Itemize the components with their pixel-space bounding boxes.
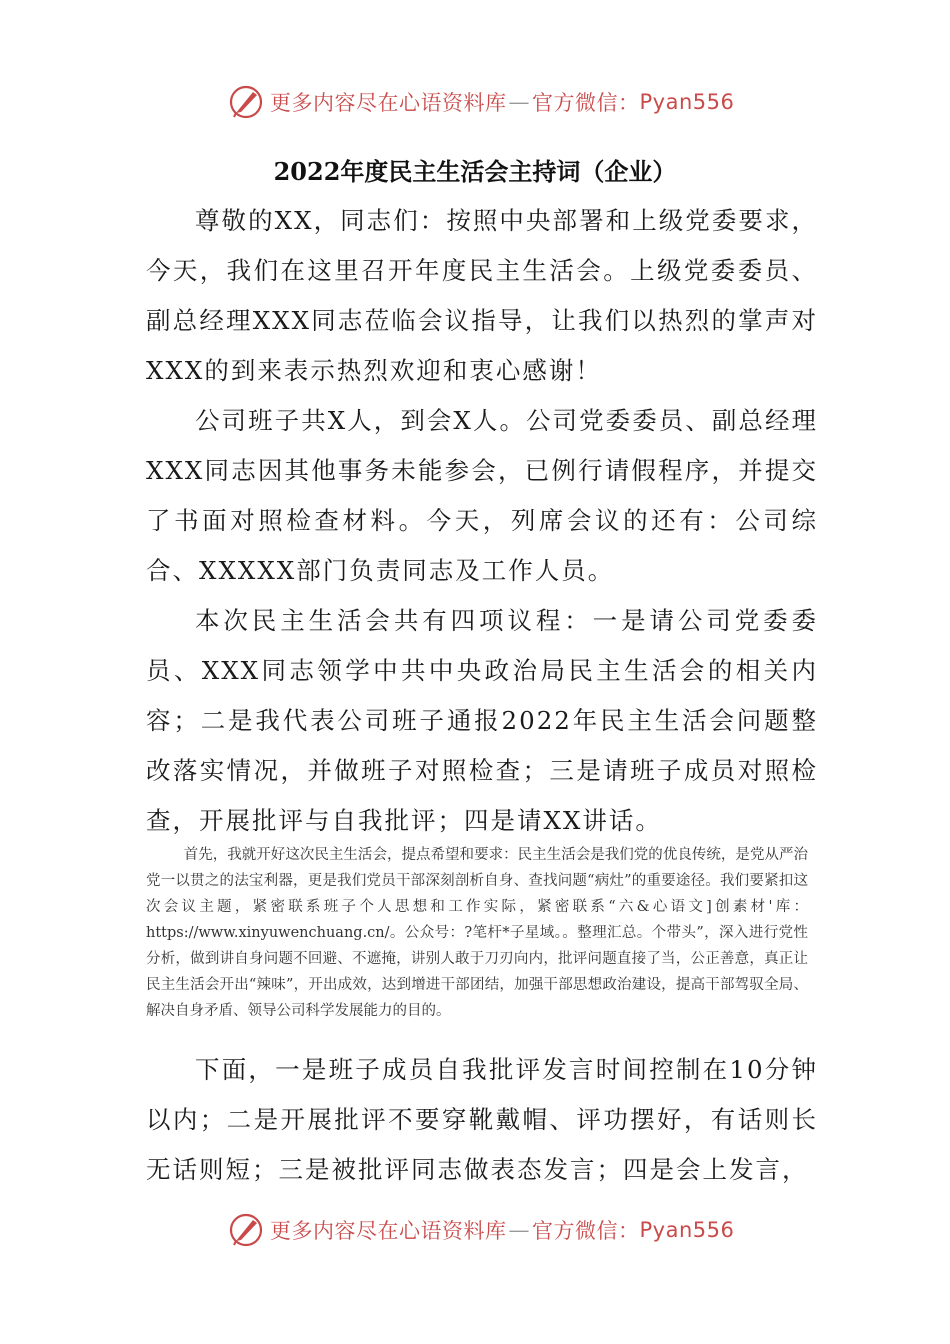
document-title: 2022年度民主生活会主持词（企业） xyxy=(273,157,677,186)
paragraph-text: 下面，一是班子成员自我批评发言时间控制在10分钟以内；二是开展批评不要穿靴戴帽、评功摆好，有话则长无话则短；三是被批评同志做表态发言；四是会上发言， xyxy=(146,1055,818,1184)
footer-banner xyxy=(228,1210,748,1250)
header-contact-label: 官方微信： xyxy=(532,91,640,115)
paragraph-text: 尊敬的XX，同志们：按照中央部署和上级党委要求，今天，我们在这里召开年度民主生活会。上级党委委员、副总经理XXX同志莅临会议指导，让我们以热烈的掌声对XXX的到来表示热烈欢迎和衷心感谢！ xyxy=(146,206,818,385)
paragraph-greeting xyxy=(146,196,818,396)
paragraph-requirements xyxy=(146,842,808,1024)
quill-logo-icon xyxy=(228,84,264,120)
paragraph-agenda xyxy=(146,596,818,846)
paragraph-text: 公司班子共X人，到会X人。公司党委委员、副总经理XXX同志因其他事务未能参会，已例行请假程序，并提交了书面对照检查材料。今天，列席会议的还有：公司综合、XXXXX部门负责同志及工作人员。 xyxy=(146,406,818,585)
header-banner-text: 更多内容尽在心语资料库 xyxy=(270,91,507,115)
footer-contact-label: 官方微信： xyxy=(532,1219,640,1243)
paragraph-text: 首先，我就开好这次民主生活会，提点希望和要求：民主生活会是我们党的优良传统，是党从严治党一以贯之的法宝利器，更是我们党员干部深刻剖析自身、查找问题“病灶”的重要途径。我们要紧扣这次会议主题，紧密联系班子个人思想和工作实际，紧密联系“六&心语文]创素材'库：https://www.xinyuwenchuang.cn/。公众号：?笔杆*子星域。。整理汇总。个带头”，深入进行党性分析，做到讲自身问题不回避、不遮掩，讲别人敢于刀刃向内，批评问题直接了当，公正善意，真正让民主生活会开出“辣味”，开出成效，达到增进干部团结，加强干部思想政治建设，提高干部驾驭全局、解决自身矛盾、领导公司科学发展能力的目的。 xyxy=(146,847,808,1019)
header-separator: — xyxy=(508,90,530,114)
header-contact-value: Pyan556 xyxy=(639,90,735,114)
quill-logo-icon xyxy=(228,1212,264,1248)
paragraph-attendance xyxy=(146,396,818,596)
paragraph-text: 本次民主生活会共有四项议程：一是请公司党委委员、XXX同志领学中共中央政治局民主生活会的相关内容；二是我代表公司班子通报2022年民主生活会问题整改落实情况，并做班子对照检查；三是请班子成员对照检查，开展批评与自我批评；四是请XX讲话。 xyxy=(146,606,818,835)
footer-banner-text: 更多内容尽在心语资料库 xyxy=(270,1219,507,1243)
footer-separator: — xyxy=(508,1218,530,1242)
footer-contact-value: Pyan556 xyxy=(639,1218,735,1242)
paragraph-rules xyxy=(146,1045,818,1195)
header-banner xyxy=(228,82,748,122)
